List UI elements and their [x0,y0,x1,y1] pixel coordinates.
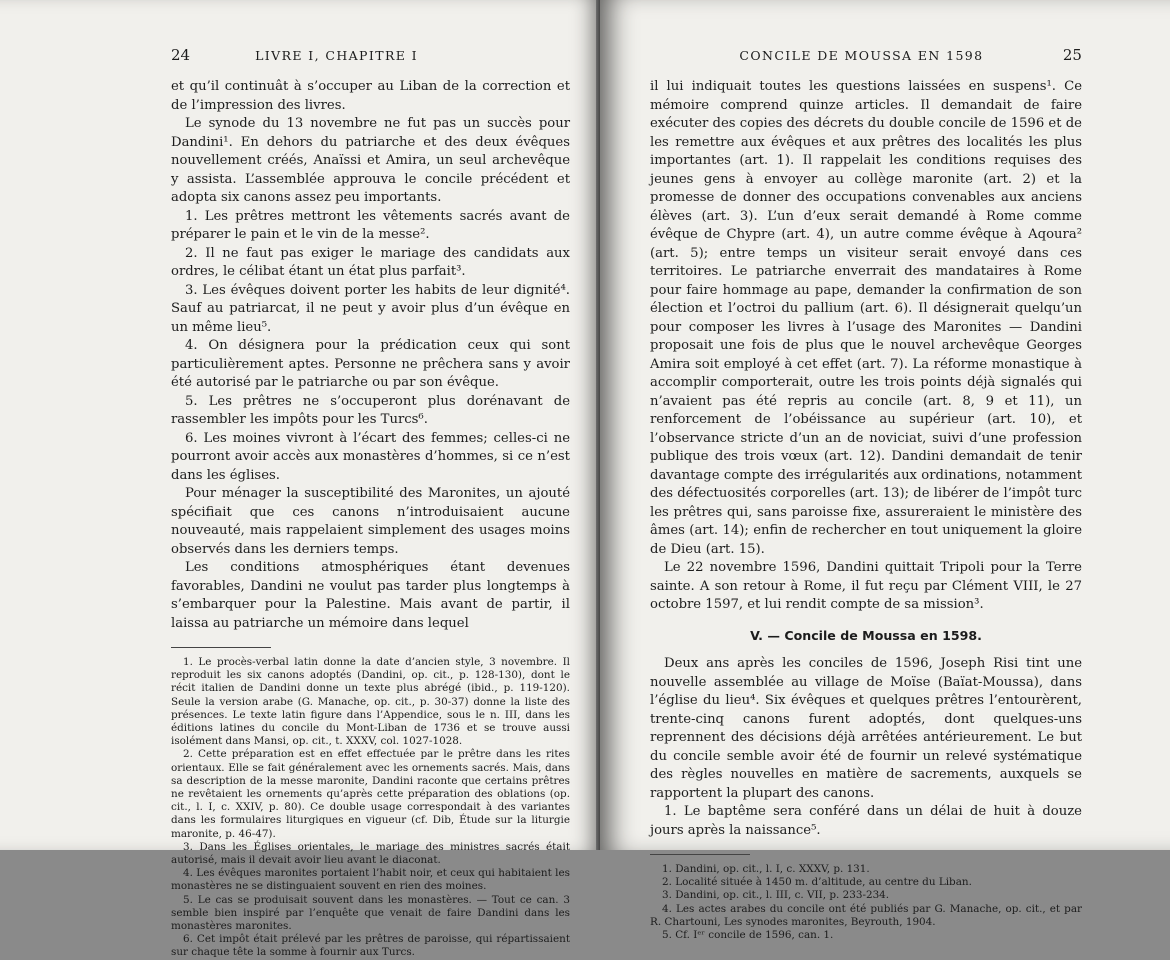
paragraph: Deux ans après les conciles de 1596, Joseph Risi tint une nouvelle assemblée au village de Moïse (Baïat-Moussa), dans l’église du lieu⁴. Six évêques et quelques prêtres l’entourèrent, trente-cinq canons furent adoptés, dont quelques-uns reprennent des décisions déjà arrêtées antérieurement. Le but du concile semble avoir été de fournir un relevé systématique des règles nouvelles en matière de sacrements, auxquels se rapportent la plupart des canons. [650,656,1082,801]
footnote: 4. Les évêques maronites portaient l’habit noir, et ceux qui habitaient les monastères ne se distinguaient souvent en rien des moines. [171,867,570,893]
section-heading: V. — Concile de Moussa en 1598. [750,627,982,643]
canon-item: 2. Il ne faut pas exiger le mariage des candidats aux ordres, le célibat étant un état plus parfait³. [171,245,570,279]
footnote: 2. Cette préparation est en effet effectuée par le prêtre dans les rites orientaux. Elle se fait généralement avec les ornements sacrés. Mais, dans sa description de la messe maronite, Dandini raconte que certains prêtres ne revêtaient les ornements qu’après cette préparation des oblations (op. cit., l. I, c. XXIV, p. 80). Ce double usage correspondait à des variantes dans les formulaires liturgiques en vigueur (cf. Dib, Étude sur la liturgie maronite, p. 46-47). [171,748,570,840]
paragraph: Le 22 novembre 1596, Dandini quittait Tripoli pour la Terre sainte. A son retour à Rome, il fut reçu par Clément VIII, le 27 octobre 1597, et lui rendit compte de sa mission³. [650,560,1082,612]
left-body-text [171,78,570,633]
right-body-text [650,78,1082,840]
running-head-right [650,46,1082,64]
right-page [600,0,1170,942]
page-number-left: 24 [171,46,191,64]
footnote: 3. Dandini, op. cit., l. III, c. VII, p. 233-234. [662,889,890,902]
paragraph: il lui indiquait toutes les questions laissées en suspens¹. Ce mémoire comprend quinze articles. Il demandait de faire exécuter des copies des décrets du double concile de 1596 et de les remettre aux évêques et aux prêtres des localités les plus importantes (art. 1). Il rappelait les conditions requises des jeunes gens à envoyer au collège maronite (art. 2) et la promesse de donner des occupations convenables aux anciens élèves (art. 3). L’un d’eux serait demandé à Rome comme évêque de Chypre (art. 4), un autre comme évêque à Aqoura² (art. 5); entre temps un visiteur serait envoyé dans ces territoires. Le patriarche enverrait des mandataires à Rome pour faire hommage au pape, demander la confirmation de son élection et l’octroi du pallium (art. 6). Il désignerait quelqu’un pour composer les livres à l’usage des Maronites — Dandini proposait une fois de plus que le nouvel archevêque Georges Amira soit employé à cet effet (art. 7). La réforme monastique à accomplir comporterait, outre les trois points déjà signalés qui n’avaient pas été repris au concile (art. 8, 9 et 11), un renforcement de l’obéissance au supérieur (art. 10), et l’observance stricte d’un an de noviciat, suivi d’une profession publique des trois vœux (art. 12). Dandini demandait de tenir davantage compte des irrégularités aux ordinations, notamment des défectuosités corporelles (art. 13); de libérer de l’impôt turc les prêtres qui, sans paroisse fixe, assureraient le ministère des âmes (art. 14); enfin de rechercher en tout uniquement la gloire de Dieu (art. 15). [650,79,1082,557]
left-footnotes [171,656,570,960]
canon-item: 3. Les évêques doivent porter les habits de leur dignité⁴. Sauf au patriarcat, il ne peut y avoir plus d’un évêque en un même lieu⁵. [171,282,570,335]
canon-item: 1. Le baptême sera conféré dans un délai de huit à douze jours après la naissance⁵. [650,804,1082,838]
footnote: 5. Cf. Iᵉʳ concile de 1596, can. 1. [662,929,834,942]
footnote: 6. Cet impôt était prélevé par les prêtres de paroisse, qui répartissaient sur chaque tête la somme à fournir aux Turcs. [171,933,570,959]
paragraph: et qu’il continuât à s’occuper au Liban de la correction et de l’impression des livres. [171,79,570,113]
canon-item: 5. Les prêtres ne s’occuperont plus dorénavant de rassembler les impôts pour les Turcs⁶. [171,393,570,427]
footnote: 3. Dans les Églises orientales, le mariage des ministres sacrés était autorisé, mais il devait avoir lieu avant le diaconat. [171,840,570,867]
footnote: 1. Le procès-verbal latin donne la date d’ancien style, 3 novembre. Il reproduit les six canons adoptés (Dandini, op. cit., p. 128-130), dont le récit italien de Dandini donne un texte plus abrégé (ibid., p. 119-120). Seule la version arabe (G. Manache, op. cit., p. 30-37) donne la liste des présences. Le texte latin figure dans l’Appendice, sous le n. III, dans les éditions latines du concile du Mont-Liban de 1736 et se trouve aussi isolément dans Mansi, op. cit., t. XXXV, col. 1027-1028. [171,656,570,748]
footnote: 4. Les actes arabes du concile ont été publiés par G. Manache, op. cit., et par R. Chartouni, Les synodes maronites, Beyrouth, 1904. [650,902,1082,928]
footnote-rule [650,854,750,855]
footnote: 2. Localité située à 1450 m. d’altitude, au centre du Liban. [662,876,972,889]
running-title-left: LIVRE I, CHAPITRE I [255,48,418,63]
footnote: 5. Le cas se produisait souvent dans les monastères. — Tout ce can. 3 semble bien inspiré par l’enquête que venait de faire Dandini dans les monastères maronites. [171,893,570,933]
right-footnotes [650,863,1082,942]
running-title-right: CONCILE DE MOUSSA EN 1598 [739,48,984,63]
canon-item: 6. Les moines vivront à l’écart des femmes; celles-ci ne pourront avoir accès aux monastères d’hommes, si ce n’est dans les églises. [171,430,570,483]
footnote-rule [171,647,271,648]
page-number-right: 25 [1062,46,1082,64]
paragraph: Pour ménager la susceptibilité des Maronites, un ajouté spécifiait que ces canons n’introduisaient aucune nouveauté, mais rappelaient simplement des usages moins observés dans les derniers temps. [171,486,570,557]
canon-item: 4. On désignera pour la prédication ceux qui sont particulièrement aptes. Personne ne prêchera sans y avoir été autorisé par le patriarche ou par son évêque. [171,338,570,390]
canon-item: 1. Les prêtres mettront les vêtements sacrés avant de préparer le pain et le vin de la messe². [171,208,570,242]
running-head-left [171,46,570,64]
paragraph: Le synode du 13 novembre ne fut pas un succès pour Dandini¹. En dehors du patriarche et des deux évêques nouvellement créés, Anaïssi et Amira, un seul archevêque y assista. L’assemblée approuva le concile précédent et adopta six canons assez peu importants. [171,116,570,205]
footnote: 1. Dandini, op. cit., l. I, c. XXXV, p. 131. [662,863,870,875]
paragraph: Les conditions atmosphériques étant devenues favorables, Dandini ne voulut pas tarder plus longtemps à s’embarquer pour la Palestine. Mais avant de partir, il laissa au patriarche un mémoire dans lequel [171,560,570,631]
